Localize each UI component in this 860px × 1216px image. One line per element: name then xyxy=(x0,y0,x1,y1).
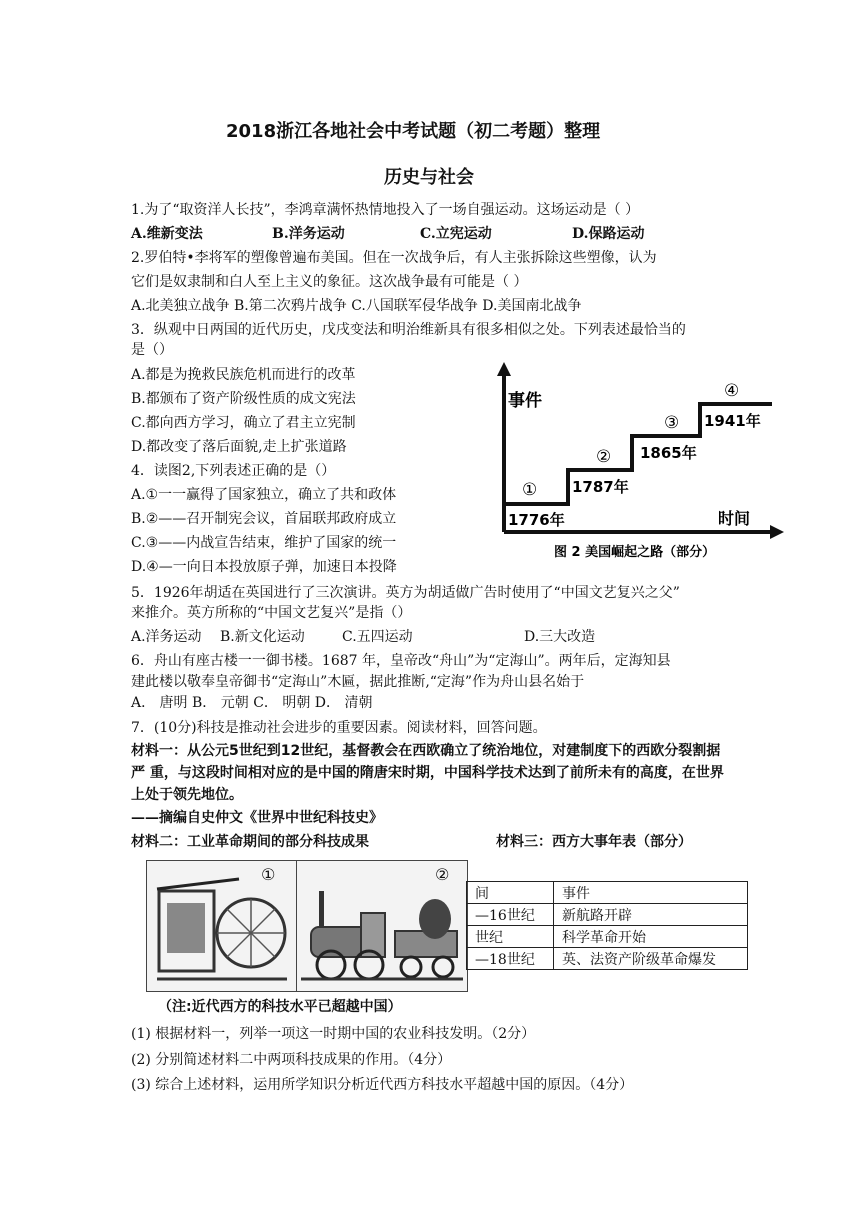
q3-option-b: B.都颁布了资产阶级性质的成文宪法 xyxy=(131,391,356,407)
q1-option-b: B.洋务运动 xyxy=(272,226,345,242)
table-header-row xyxy=(467,882,748,904)
step-1-marker: ① xyxy=(522,480,538,500)
x-axis-arrow-icon xyxy=(770,525,784,539)
page-subtitle: 历史与社会 xyxy=(384,167,474,188)
step-2-marker: ② xyxy=(596,447,612,467)
q7-material-3-title: 材料三：西方大事年表（部分） xyxy=(496,834,692,850)
q7-material-2-title: 材料二：工业革命期间的部分科技成果 xyxy=(131,834,369,850)
q7-sub-question-2: (2) 分别简述材料二中两项科技成果的作用。（4分） xyxy=(131,1052,452,1068)
y-axis-arrow-icon xyxy=(497,362,511,376)
q7-sub-question-1: (1) 根据材料一，列举一项这一时期中国的农业科技发明。（2分） xyxy=(131,1026,536,1042)
q6-options: A． 唐明 B． 元朝 C． 明朝 D． 清朝 xyxy=(131,695,373,711)
q7-source: ——摘编自史仲文《世界中世纪科技史》 xyxy=(131,810,383,826)
figure-note: （注:近代西方的科技水平已超越中国） xyxy=(158,999,402,1015)
q3-line-1: 3．纵观中日两国的近代历史，戊戌变法和明治维新具有很多相似之处。下列表述最恰当的 xyxy=(131,322,686,338)
table-cell-period: —16世纪 xyxy=(467,904,554,926)
q4-option-a: A.①一一赢得了国家独立，确立了共和政体 xyxy=(131,487,397,503)
q1-stem: 1.为了“取资洋人长技”，李鸿章满怀热情地投入了一场自强运动。这场运动是（ ） xyxy=(131,202,640,218)
q2-options: A.北美独立战争 B.第二次鸦片战争 C.八国联军侵华战争 D.美国南北战争 xyxy=(131,298,582,314)
q5-line-1: 5．1926年胡适在英国进行了三次演讲。英方为胡适做广告时使用了“中国文艺复兴之父” xyxy=(131,585,680,601)
y-axis-label-char-1: 事件 xyxy=(508,391,542,411)
table-row xyxy=(467,948,748,970)
figure-2-step-diagram xyxy=(492,362,792,562)
q5-line-2: 来推介。英方所称的“中国文艺复兴”是指（） xyxy=(131,605,412,621)
photo-spinning-machine xyxy=(146,860,298,992)
x-axis-label: 时间 xyxy=(718,509,751,528)
q6-line-2: 建此楼以敬奉皇帝御书“定海山”木匾，据此推断,“定海”作为舟山县名始于 xyxy=(131,674,585,690)
step-3-year: 1865年 xyxy=(640,444,697,462)
photo-1-marker: ① xyxy=(261,865,276,884)
step-2-year: 1787年 xyxy=(572,478,629,496)
q5-option-b: B.新文化运动 xyxy=(220,629,305,645)
q7-stem: 7．(10分)科技是推动社会进步的重要因素。阅读材料，回答问题。 xyxy=(131,720,547,736)
q5-option-a: A.洋务运动 xyxy=(131,629,202,645)
q1-option-a: A.维新变法 xyxy=(131,226,203,242)
step-3-marker: ③ xyxy=(664,413,680,433)
q4-option-b: B.②——召开制宪会议，首届联邦政府成立 xyxy=(131,511,397,527)
figure-2-caption: 图 2 美国崛起之路（部分） xyxy=(554,545,716,560)
q1-option-c: C.立宪运动 xyxy=(420,226,492,242)
table-cell-event: 科学革命开始 xyxy=(554,926,748,948)
q4-stem: 4．读图2,下列表述正确的是（） xyxy=(131,463,336,479)
photo-2-marker: ② xyxy=(435,865,450,884)
table-cell-event: 新航路开辟 xyxy=(554,904,748,926)
q3-option-d: D.都改变了落后面貌,走上扩张道路 xyxy=(131,439,347,455)
table-cell-period: 世纪 xyxy=(467,926,554,948)
table-header-event: 事件 xyxy=(554,882,748,904)
step-4-marker: ④ xyxy=(724,381,740,401)
q1-option-d: D.保路运动 xyxy=(572,226,645,242)
q3-line-2: 是（） xyxy=(131,342,173,358)
table-cell-event: 英、法资产阶级革命爆发 xyxy=(554,948,748,970)
page-title: 2018浙江各地社会中考试题（初二考题）整理 xyxy=(226,121,601,142)
step-4-year: 1941年 xyxy=(704,412,761,430)
q2-line-1: 2.罗伯特•李将军的塑像曾遍布美国。但在一次战争后，有人主张拆除这些塑像，认为 xyxy=(131,250,657,266)
photo-steam-locomotive xyxy=(296,860,468,992)
q5-option-d: D.三大改造 xyxy=(524,629,596,645)
q4-option-c: C.③——内战宣告结束，维护了国家的统一 xyxy=(131,535,397,551)
q6-line-1: 6．舟山有座古楼一一御书楼。1687 年，皇帝改“舟山”为“定海山”。两年后，定海知县 xyxy=(131,653,671,669)
q2-line-2: 它们是奴隶制和白人至上主义的象征。这次战争最有可能是（ ） xyxy=(131,274,528,290)
table-row xyxy=(467,904,748,926)
q5-option-c: C.五四运动 xyxy=(342,629,413,645)
q3-option-a: A.都是为挽救民族危机而进行的改革 xyxy=(131,367,356,383)
q7-sub-question-3: (3) 综合上述材料，运用所学知识分析近代西方科技水平超越中国的原因。（4分） xyxy=(131,1077,634,1093)
q4-option-d: D.④—一向日本投放原子弹，加速日本投降 xyxy=(131,559,397,575)
table-cell-period: —18世纪 xyxy=(467,948,554,970)
q7-material-1: 材料一：从公元5世纪到12世纪，基督教会在西欧确立了统治地位，对建制度下的西欧分裂割据严 重，与这段时间相对应的是中国的隋唐宋时期，中国科学技术达到了前所未有的高度，在世界上处于领先地位。 xyxy=(131,743,724,803)
step-1-year: 1776年 xyxy=(508,511,565,529)
q3-option-c: C.都向西方学习，确立了君主立宪制 xyxy=(131,415,356,431)
material-3-table xyxy=(466,881,748,970)
table-header-period: 间 xyxy=(467,882,554,904)
table-row xyxy=(467,926,748,948)
